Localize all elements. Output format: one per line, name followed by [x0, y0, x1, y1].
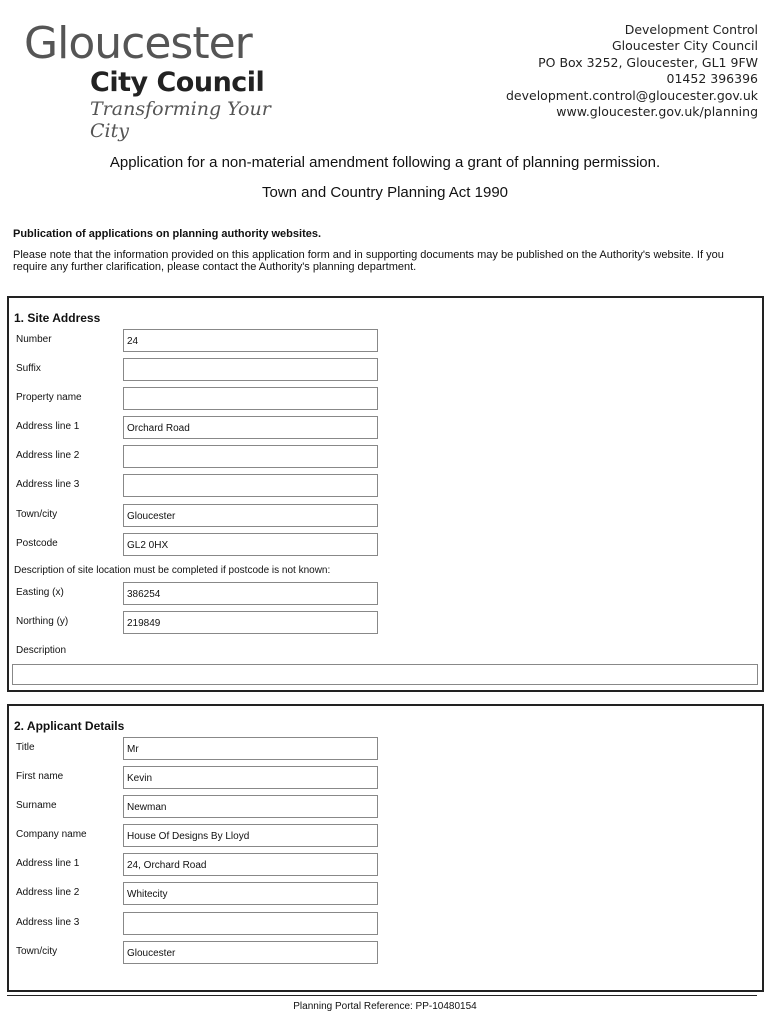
site-address-heading: 1. Site Address	[14, 311, 101, 325]
contact-email[interactable]: development.control@gloucester.gov.uk	[505, 87, 758, 103]
site-number-label: Number	[16, 334, 52, 345]
contact-phone: 01452 396396	[666, 71, 758, 87]
site-number-input[interactable]: 24	[123, 329, 378, 352]
form-title: Application for a non-material amendment following a grant of planning permission.	[109, 154, 661, 171]
applicant-town-input[interactable]: Gloucester	[123, 941, 378, 964]
site-address-line2-label: Address line 2	[16, 450, 80, 461]
contact-address: PO Box 3252, Gloucester, GL1 9FW	[538, 54, 758, 70]
site-address-line3-label: Address line 3	[16, 479, 80, 490]
council-logo	[24, 18, 284, 142]
site-address-section	[7, 296, 764, 692]
logo-tagline: Transforming Your City	[90, 98, 271, 142]
footer-divider	[7, 995, 757, 996]
logo-gloucester-text: Gloucester	[24, 18, 252, 69]
northing-input[interactable]: 219849	[123, 611, 378, 634]
applicant-title-input[interactable]: Mr	[123, 737, 378, 760]
applicant-address-line1-label: Address line 1	[16, 858, 80, 869]
footer-reference: Planning Portal Reference: PP-10480154	[293, 1001, 477, 1012]
logo-city-council-text: City Council	[90, 67, 265, 98]
description-input[interactable]	[12, 664, 758, 685]
northing-label: Northing (y)	[16, 616, 69, 627]
easting-input[interactable]: 386254	[123, 582, 378, 605]
applicant-company-label: Company name	[16, 829, 87, 840]
form-subtitle: Town and Country Planning Act 1990	[262, 184, 508, 201]
contact-department: Development Control	[624, 22, 758, 37]
publication-text: Please note that the information provided on this application form and in supporting documents may be published on the Authority's website. If you require any further clarification, please contact the Authority's planning department.	[13, 249, 724, 273]
site-address-line1-label: Address line 1	[16, 421, 80, 432]
easting-label: Easting (x)	[16, 587, 64, 598]
applicant-address-line2-input[interactable]: Whitecity	[123, 882, 378, 905]
site-property-name-input[interactable]	[123, 387, 378, 410]
applicant-first-name-label: First name	[16, 771, 64, 782]
site-address-line3-input[interactable]	[123, 474, 378, 497]
applicant-surname-label: Surname	[16, 800, 57, 811]
applicant-heading: 2. Applicant Details	[14, 719, 125, 733]
site-address-line2-input[interactable]	[123, 445, 378, 468]
site-town-input[interactable]: Gloucester	[123, 504, 378, 527]
publication-heading: Publication of applications on planning authority websites.	[13, 228, 322, 240]
applicant-company-input[interactable]: House Of Designs By Lloyd	[123, 824, 378, 847]
applicant-section	[7, 704, 764, 992]
applicant-address-line2-label: Address line 2	[16, 887, 80, 898]
location-note: Description of site location must be completed if postcode is not known:	[14, 565, 331, 576]
site-postcode-label: Postcode	[16, 538, 58, 549]
site-address-line1-input[interactable]: Orchard Road	[123, 416, 378, 439]
applicant-town-label: Town/city	[16, 946, 58, 957]
applicant-surname-input[interactable]: Newman	[123, 795, 378, 818]
description-label: Description	[16, 645, 67, 656]
applicant-address-line1-input[interactable]: 24, Orchard Road	[123, 853, 378, 876]
site-town-label: Town/city	[16, 509, 58, 520]
contact-block	[506, 22, 758, 120]
contact-council: Gloucester City Council	[611, 38, 758, 54]
applicant-first-name-input[interactable]: Kevin	[123, 766, 378, 789]
applicant-title-label: Title	[16, 742, 35, 753]
site-suffix-input[interactable]	[123, 358, 378, 381]
site-suffix-label: Suffix	[16, 363, 41, 374]
applicant-address-line3-label: Address line 3	[16, 917, 80, 928]
contact-website[interactable]: www.gloucester.gov.uk/planning	[556, 104, 758, 120]
applicant-address-line3-input[interactable]	[123, 912, 378, 935]
site-property-name-label: Property name	[16, 392, 82, 403]
site-postcode-input[interactable]: GL2 0HX	[123, 533, 378, 556]
